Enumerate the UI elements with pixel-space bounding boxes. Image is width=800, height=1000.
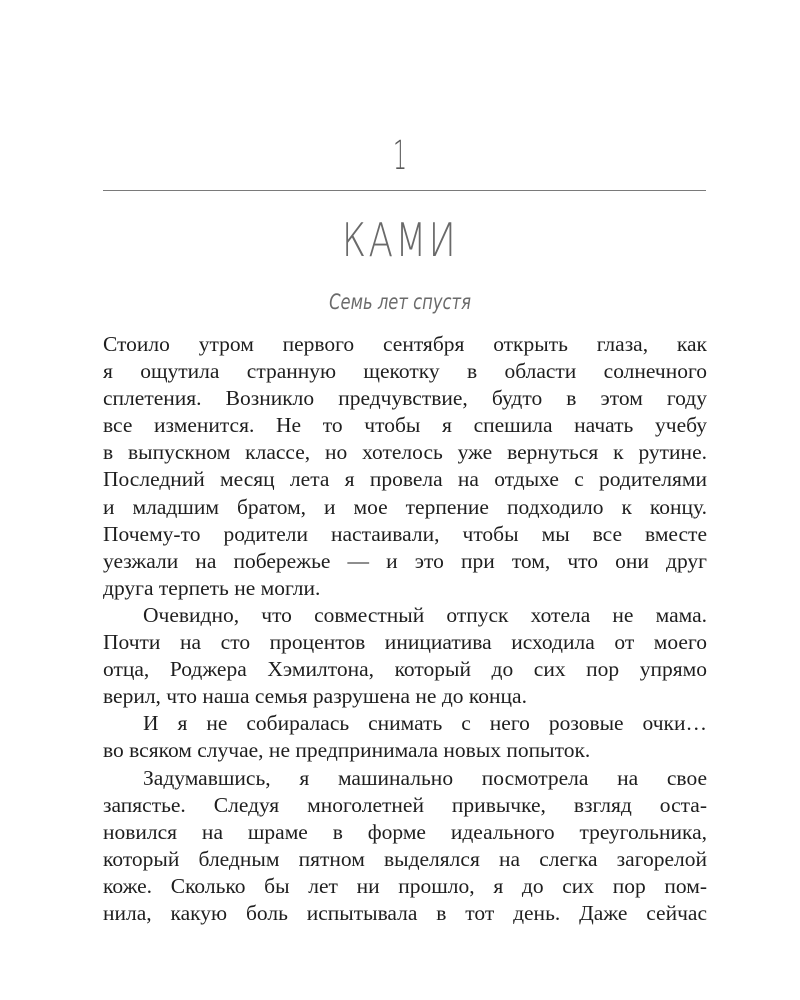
text-line: Очевидно, что совместный отпуск хотела не мама. — [143, 602, 707, 627]
text-line: уезжали на побережье — и это при том, что они друг — [103, 548, 707, 573]
text-line: я ощутила странную щекотку в области солнечного — [103, 359, 707, 384]
paragraph — [103, 602, 707, 710]
text-line: Задумавшись, я машинально посмотрела на свое — [143, 765, 707, 790]
chapter-subtitle: Семь лет спустя — [329, 290, 471, 314]
text-line: новился на шраме в форме идеального треугольника, — [103, 819, 707, 844]
text-line: И я не собиралась снимать с него розовые очки… — [143, 711, 707, 736]
text-line: запястье. Следуя многолетней привычке, взгляд оста- — [103, 792, 707, 817]
text-line: верил, что наша семья разрушена не до конца. — [103, 684, 527, 709]
text-line: нила, какую боль испытывала в тот день. Даже сейчас — [103, 900, 707, 925]
text-line: отца, Роджера Хэмилтона, который до сих пор упрямо — [103, 657, 707, 682]
text-line: друга терпеть не могли. — [103, 575, 321, 600]
paragraph — [103, 710, 707, 764]
text-line: Последний месяц лета я провела на отдыхе с родителями — [103, 467, 707, 492]
text-line: в выпускном классе, но хотелось уже вернуться к рутине. — [103, 440, 707, 465]
text-line: Стоило утром первого сентября открыть глаза, как — [103, 332, 707, 356]
text-line: все изменится. Не то чтобы я спешила начать учебу — [103, 413, 707, 438]
chapter-title: КАМИ — [341, 213, 459, 267]
chapter-divider — [103, 190, 706, 191]
body-text — [103, 331, 707, 927]
text-line: сплетения. Возникло предчувствие, будто в этом году — [103, 386, 707, 411]
text-line: и младшим братом, и мое терпение подходило к концу. — [103, 494, 707, 519]
chapter-number: 1 — [392, 133, 407, 179]
text-line: во всяком случае, не предпринимала новых попыток. — [103, 738, 591, 763]
text-line: Почти на сто процентов инициатива исходила от моего — [103, 630, 707, 655]
text-line: коже. Сколько бы лет ни прошло, я до сих пор пом- — [103, 873, 707, 898]
paragraph — [103, 765, 707, 928]
text-line: который бледным пятном выделялся на слегка загорелой — [103, 846, 707, 871]
text-line: Почему-то родители настаивали, чтобы мы все вместе — [103, 521, 707, 546]
paragraph — [103, 331, 707, 602]
